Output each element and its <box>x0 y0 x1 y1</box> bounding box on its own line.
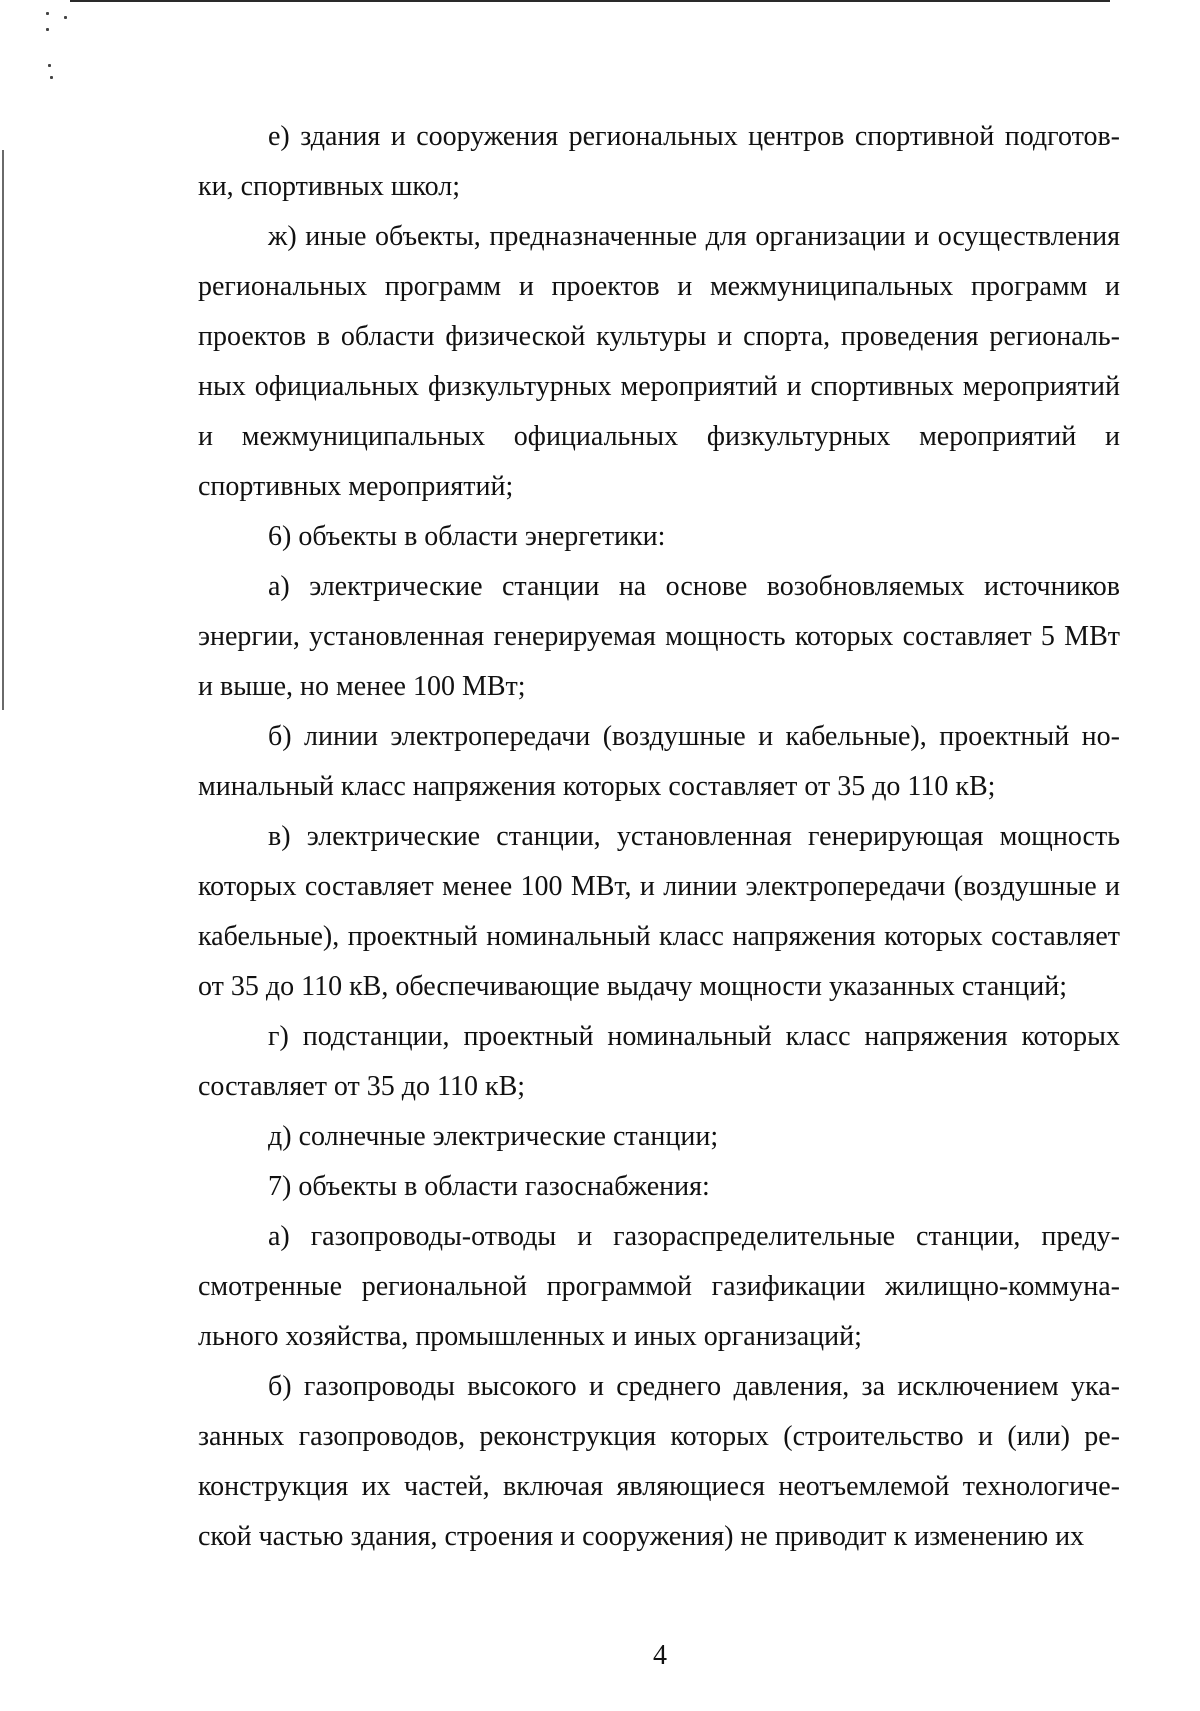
paragraph-zh: ж) иные объекты, предназначенные для организации и осуществления региональных программ и проектов и межмуниципальных программ и проектов в области физической культуры и спорта, проведения региональных официальных физкультурных мероприятий и спортивных мероприятий и межмуниципальных официальных физкультурных мероприятий и спортивных мероприятий; <box>198 221 1120 502</box>
paragraph-6a: а) электрические станции на основе возобновляемых источников энергии, установленная генерируемая мощность которых составляет 5 МВт и выше, но менее 100 МВт; <box>198 571 1120 702</box>
document-body <box>198 112 1120 1562</box>
scan-edge-left <box>2 150 4 710</box>
paragraph-e: е) здания и сооружения региональных центров спортивной подготовки, спортивных школ; <box>198 121 1120 202</box>
paragraph-7b: б) газопроводы высокого и среднего давления, за исключением указанных газопроводов, реконструкция которых (строительство и (или) реконструкция их частей, включая являющиеся неотъемлемой технологической частью здания, строения и сооружения) не приводит к изменению их <box>198 1371 1120 1552</box>
scan-speck <box>46 28 49 31</box>
scan-speck <box>48 64 51 67</box>
page-number: 4 <box>653 1640 667 1671</box>
scan-speck <box>50 76 53 79</box>
scan-edge-top <box>70 0 1110 2</box>
scan-speck <box>64 16 67 19</box>
paragraph-6v: в) электрические станции, установленная генерирующая мощность которых составляет менее 100 МВт, и линии электропередачи (воздушные и кабельные), проектный номинальный класс напряжения которых составляет от 35 до 110 кВ, обеспечивающие выдачу мощности указанных станций; <box>198 821 1120 1002</box>
paragraph-7: 7) объекты в области газоснабжения: <box>268 1171 710 1202</box>
paragraph-6: 6) объекты в области энергетики: <box>268 521 666 552</box>
paragraph-6b: б) линии электропередачи (воздушные и кабельные), проектный номинальный класс напряжения которых составляет от 35 до 110 кВ; <box>198 721 1120 802</box>
paragraph-7a: а) газопроводы-отводы и газораспределительные станции, предусмотренные региональной программой газификации жилищно-коммунального хозяйства, промышленных и иных организаций; <box>198 1221 1120 1352</box>
paragraph-6d: д) солнечные электрические станции; <box>268 1121 719 1152</box>
scan-speck <box>46 12 49 15</box>
paragraph-6g: г) подстанции, проектный номинальный класс напряжения которых составляет от 35 до 110 кВ; <box>198 1021 1120 1102</box>
